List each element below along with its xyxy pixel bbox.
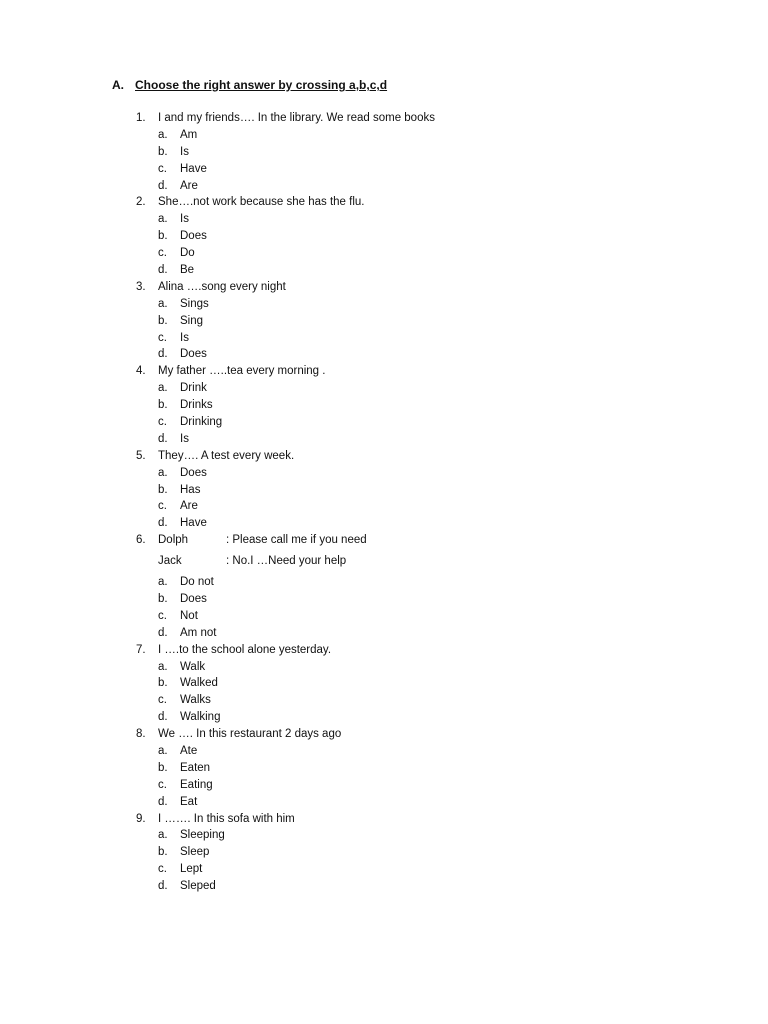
option-text: Eating (180, 778, 213, 791)
option-c[interactable] (136, 608, 696, 625)
option-letter: c. (158, 162, 167, 175)
dialog-row (136, 553, 696, 570)
option-text: Ate (180, 744, 198, 757)
option-list (136, 743, 696, 811)
option-text: Walk (180, 660, 206, 673)
option-b[interactable] (136, 675, 696, 692)
option-text: Be (180, 264, 195, 277)
option-a[interactable] (136, 574, 696, 591)
section-title: Choose the right answer by crossing a,b,c,d (135, 78, 388, 92)
question-text: Alina ….song every night (158, 280, 286, 293)
question-number: 9. (136, 812, 146, 825)
option-list (136, 827, 696, 895)
question-line (136, 279, 696, 296)
option-text: Have (180, 517, 207, 530)
option-letter: c. (158, 416, 167, 429)
option-text: Does (180, 348, 207, 361)
option-letter: b. (158, 761, 168, 774)
question-number: 4. (136, 365, 146, 378)
option-text: Does (180, 592, 207, 605)
option-letter: c. (158, 778, 167, 791)
option-text: Walking (180, 711, 221, 724)
option-c[interactable] (136, 161, 696, 178)
option-letter: d. (158, 264, 168, 277)
option-letter: c. (158, 331, 167, 344)
question-6 (136, 532, 696, 641)
option-text: Walked (180, 677, 218, 690)
option-text: Does (180, 230, 207, 243)
option-text: Are (180, 500, 198, 513)
question-number: 5. (136, 449, 146, 462)
option-letter: d. (158, 432, 168, 445)
question-number: 3. (136, 280, 146, 293)
question-text: I ……. In this sofa with him (158, 812, 295, 825)
option-c[interactable] (136, 777, 696, 794)
question-text: My father …..tea every morning . (158, 365, 326, 378)
option-letter: d. (158, 795, 168, 808)
dialog-speaker: Dolph (158, 534, 189, 547)
option-b[interactable] (136, 844, 696, 861)
option-letter: a. (158, 660, 168, 673)
option-letter: a. (158, 466, 168, 479)
question-2 (136, 194, 696, 278)
option-letter: a. (158, 297, 168, 310)
option-letter: d. (158, 711, 168, 724)
option-a[interactable] (136, 380, 696, 397)
option-letter: d. (158, 880, 168, 893)
question-1 (136, 110, 696, 194)
question-number: 6. (136, 534, 146, 547)
option-a[interactable] (136, 827, 696, 844)
option-b[interactable] (136, 591, 696, 608)
option-text: Drinks (180, 399, 213, 412)
option-text: Do (180, 247, 195, 260)
option-letter: c. (158, 694, 167, 707)
question-number: 2. (136, 196, 146, 209)
option-letter: c. (158, 609, 167, 622)
question-line (136, 448, 696, 465)
option-d[interactable] (136, 515, 696, 532)
question-text: They…. A test every week. (158, 449, 295, 462)
option-a[interactable] (136, 211, 696, 228)
option-c[interactable] (136, 498, 696, 515)
option-letter: d. (158, 626, 168, 639)
option-letter: b. (158, 230, 168, 243)
option-letter: b. (158, 145, 168, 158)
question-line (136, 642, 696, 659)
dialog-speaker: Jack (158, 555, 182, 568)
question-line (136, 532, 696, 549)
option-letter: a. (158, 213, 168, 226)
option-letter: b. (158, 314, 168, 327)
option-c[interactable] (136, 692, 696, 709)
question-9 (136, 811, 696, 895)
question-line (136, 110, 696, 127)
option-text: Is (180, 145, 189, 158)
option-list (136, 574, 696, 642)
option-letter: a. (158, 744, 168, 757)
question-line (136, 726, 696, 743)
option-letter: a. (158, 576, 168, 589)
option-text: Am (180, 128, 198, 141)
option-a[interactable] (136, 659, 696, 676)
option-list (136, 659, 696, 727)
option-list (136, 380, 696, 448)
option-letter: b. (158, 399, 168, 412)
option-d[interactable] (136, 794, 696, 811)
option-list (136, 127, 696, 195)
option-letter: a. (158, 829, 168, 842)
question-text: We …. In this restaurant 2 days ago (158, 728, 342, 741)
dialog-line: : No.I …Need your help (226, 555, 347, 568)
question-number: 8. (136, 728, 146, 741)
option-text: Sleep (180, 846, 210, 859)
option-letter: b. (158, 677, 168, 690)
option-c[interactable] (136, 414, 696, 431)
question-7 (136, 642, 696, 726)
question-list (136, 110, 696, 895)
question-4 (136, 363, 696, 447)
option-b[interactable] (136, 228, 696, 245)
option-letter: a. (158, 128, 168, 141)
question-number: 1. (136, 112, 146, 124)
question-3 (136, 279, 696, 363)
question-text: I and my friends…. In the library. We read some books (158, 112, 435, 124)
option-letter: c. (158, 863, 167, 876)
option-text: Sleeping (180, 829, 225, 842)
option-text: Walks (180, 694, 211, 707)
option-d[interactable] (136, 178, 696, 195)
option-d[interactable] (136, 431, 696, 448)
option-a[interactable] (136, 296, 696, 313)
option-letter: a. (158, 382, 168, 395)
option-text: Is (180, 432, 189, 445)
option-b[interactable] (136, 144, 696, 161)
option-text: Sleped (180, 880, 216, 893)
question-line (136, 363, 696, 380)
option-text: Drink (180, 382, 207, 395)
option-letter: d. (158, 179, 168, 192)
option-list (136, 211, 696, 279)
question-5 (136, 448, 696, 532)
option-letter: d. (158, 517, 168, 530)
option-text: Is (180, 331, 189, 344)
option-letter: b. (158, 483, 168, 496)
question-8 (136, 726, 696, 810)
option-d[interactable] (136, 878, 696, 895)
option-letter: c. (158, 247, 167, 260)
option-b[interactable] (136, 760, 696, 777)
option-list (136, 296, 696, 364)
option-text: Have (180, 162, 207, 175)
option-letter: b. (158, 592, 168, 605)
option-text: Has (180, 483, 201, 496)
option-text: Drinking (180, 416, 223, 429)
option-text: Are (180, 179, 198, 192)
dialog-line: : Please call me if you need (226, 534, 367, 547)
option-letter: b. (158, 846, 168, 859)
option-text: Sing (180, 314, 204, 327)
section-letter: A. (112, 78, 124, 92)
option-b[interactable] (136, 397, 696, 414)
question-line (136, 194, 696, 211)
option-d[interactable] (136, 346, 696, 363)
option-text: Is (180, 213, 189, 226)
question-text: She….not work because she has the flu. (158, 196, 365, 209)
option-text: Eaten (180, 761, 211, 774)
question-line (136, 811, 696, 828)
option-c[interactable] (136, 861, 696, 878)
option-text: Eat (180, 795, 198, 808)
option-d[interactable] (136, 262, 696, 279)
option-a[interactable] (136, 743, 696, 760)
option-text: Not (180, 609, 198, 622)
option-letter: c. (158, 500, 167, 513)
option-text: Do not (180, 576, 214, 589)
section-heading (112, 76, 387, 94)
option-b[interactable] (136, 313, 696, 330)
option-d[interactable] (136, 625, 696, 642)
question-number: 7. (136, 643, 146, 656)
option-d[interactable] (136, 709, 696, 726)
option-a[interactable] (136, 465, 696, 482)
option-c[interactable] (136, 245, 696, 262)
option-a[interactable] (136, 127, 696, 144)
option-list (136, 465, 696, 533)
option-b[interactable] (136, 482, 696, 499)
question-text: I ….to the school alone yesterday. (158, 643, 332, 656)
option-text: Am not (180, 626, 217, 639)
option-text: Does (180, 466, 207, 479)
option-text: Sings (180, 297, 209, 310)
option-letter: d. (158, 348, 168, 361)
option-text: Lept (180, 863, 203, 876)
option-c[interactable] (136, 330, 696, 347)
